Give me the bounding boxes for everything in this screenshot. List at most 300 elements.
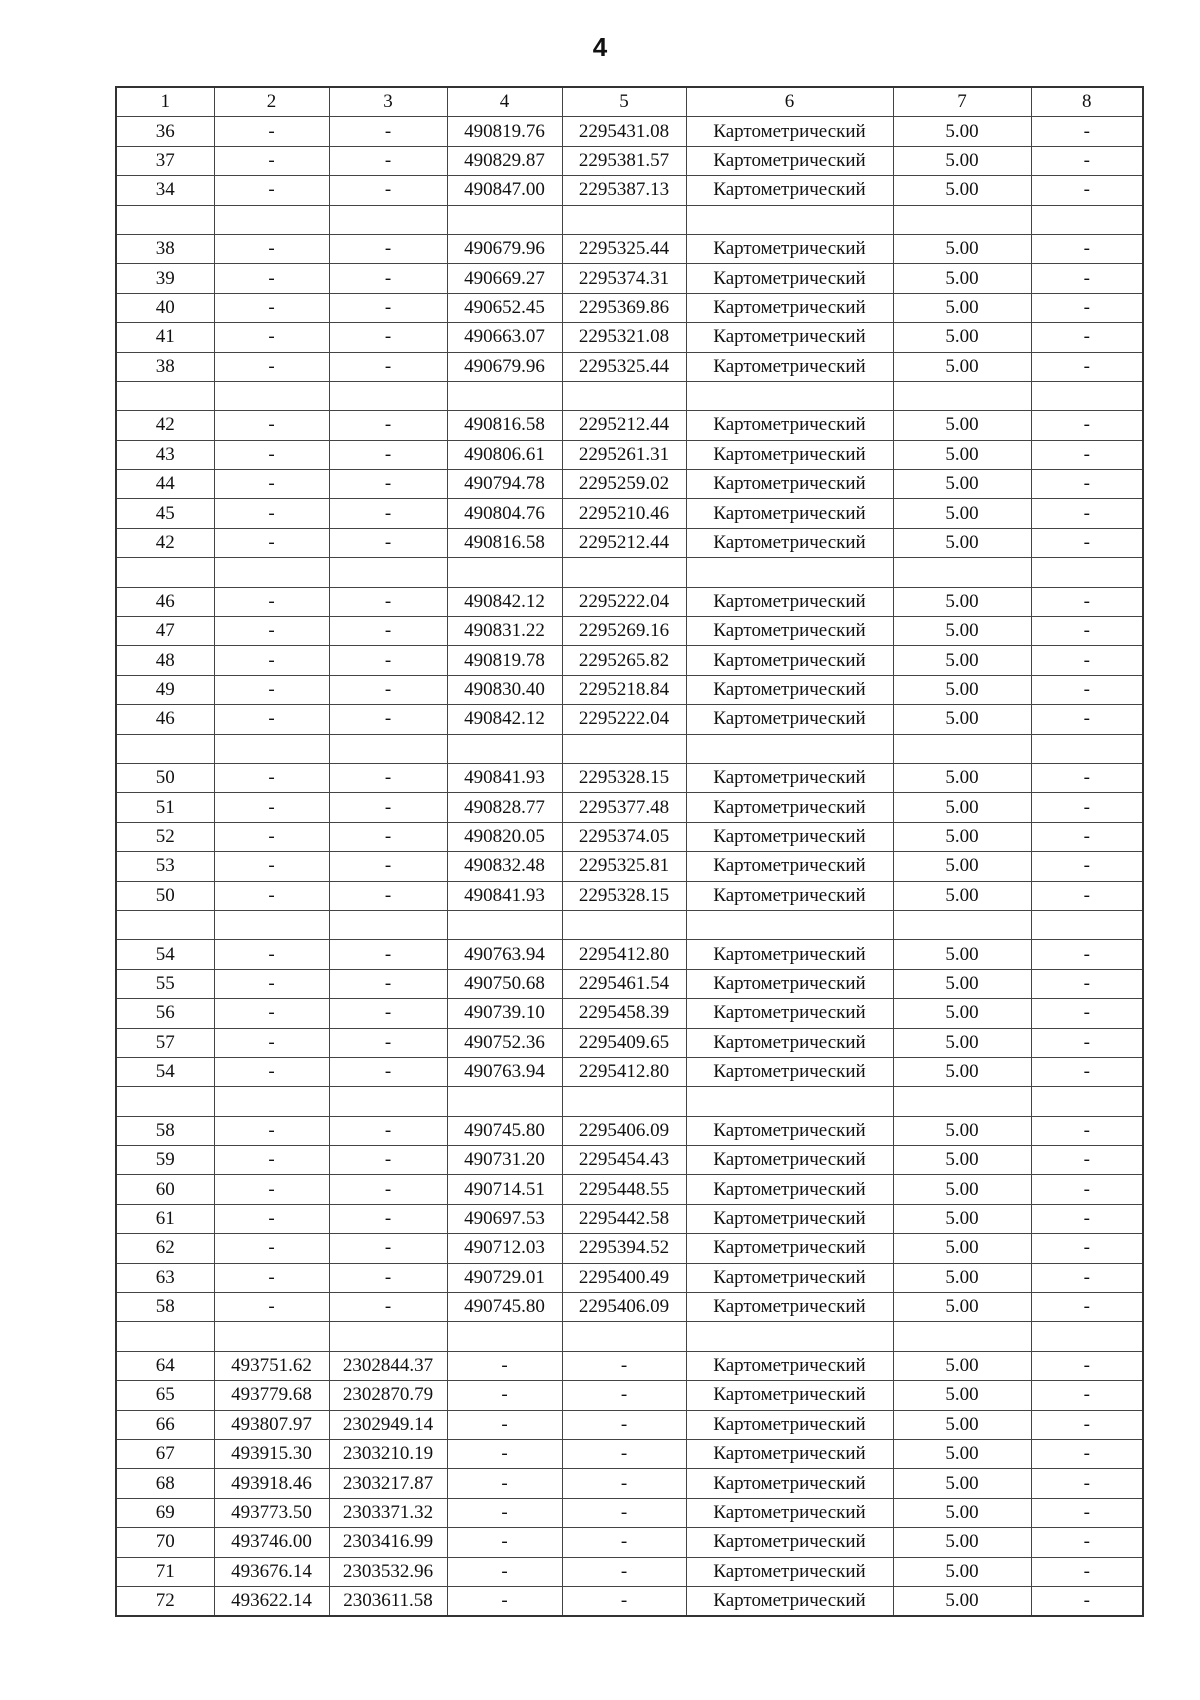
- table-cell: 2295400.49: [562, 1263, 686, 1292]
- table-cell: 5.00: [893, 617, 1031, 646]
- table-row: [116, 587, 1143, 616]
- table-cell: -: [329, 323, 447, 352]
- table-cell: -: [329, 999, 447, 1028]
- table-cell: 2295261.31: [562, 440, 686, 469]
- table-cell: 57: [116, 1028, 214, 1057]
- table-cell: -: [1031, 146, 1143, 175]
- table-cell: [116, 1322, 214, 1351]
- table-cell: 493676.14: [214, 1557, 329, 1586]
- table-cell: 2295218.84: [562, 675, 686, 704]
- table-cell: 490820.05: [447, 822, 562, 851]
- table-cell: -: [1031, 1293, 1143, 1322]
- table-cell: 490669.27: [447, 264, 562, 293]
- table-gap-row: [116, 205, 1143, 234]
- table-cell: [686, 734, 893, 763]
- table-cell: 58: [116, 1116, 214, 1145]
- table-cell: Картометрический: [686, 352, 893, 381]
- table-cell: -: [1031, 117, 1143, 146]
- table-cell: [214, 1322, 329, 1351]
- table-cell: 5.00: [893, 264, 1031, 293]
- table-row: [116, 1528, 1143, 1557]
- table-cell: Картометрический: [686, 264, 893, 293]
- table-cell: Картометрический: [686, 852, 893, 881]
- table-gap-row: [116, 1087, 1143, 1116]
- table-cell: 5.00: [893, 176, 1031, 205]
- table-cell: 490847.00: [447, 176, 562, 205]
- table-cell: 493779.68: [214, 1381, 329, 1410]
- table-cell: 42: [116, 411, 214, 440]
- table-cell: 490731.20: [447, 1146, 562, 1175]
- table-cell: 5.00: [893, 146, 1031, 175]
- table-cell: 490819.76: [447, 117, 562, 146]
- table-cell: -: [1031, 1469, 1143, 1498]
- table-cell: -: [214, 352, 329, 381]
- table-cell: 2295328.15: [562, 763, 686, 792]
- table-cell: -: [1031, 1146, 1143, 1175]
- table-cell: 55: [116, 969, 214, 998]
- table-row: [116, 881, 1143, 910]
- table-cell: -: [1031, 763, 1143, 792]
- table-cell: Картометрический: [686, 705, 893, 734]
- table-cell: -: [214, 411, 329, 440]
- table-row: [116, 499, 1143, 528]
- table-row: [116, 940, 1143, 969]
- table-cell: 52: [116, 822, 214, 851]
- table-cell: 69: [116, 1498, 214, 1527]
- table-cell: 490652.45: [447, 293, 562, 322]
- table-cell: [329, 381, 447, 410]
- table-row: [116, 352, 1143, 381]
- table-cell: Картометрический: [686, 323, 893, 352]
- table-cell: 5.00: [893, 793, 1031, 822]
- table-row: [116, 675, 1143, 704]
- table-row: [116, 617, 1143, 646]
- table-cell: -: [1031, 264, 1143, 293]
- table-cell: Картометрический: [686, 793, 893, 822]
- table-cell: 493773.50: [214, 1498, 329, 1527]
- table-cell: 2295431.08: [562, 117, 686, 146]
- table-cell: [562, 558, 686, 587]
- table-cell: 2303371.32: [329, 1498, 447, 1527]
- table-cell: 65: [116, 1381, 214, 1410]
- table-cell: 2295442.58: [562, 1204, 686, 1233]
- table-cell: Картометрический: [686, 1469, 893, 1498]
- table-cell: -: [1031, 822, 1143, 851]
- table-cell: 66: [116, 1410, 214, 1439]
- table-cell: 490752.36: [447, 1028, 562, 1057]
- table-cell: [562, 1322, 686, 1351]
- table-cell: 5.00: [893, 1439, 1031, 1468]
- table-cell: -: [329, 969, 447, 998]
- table-cell: 2295325.44: [562, 352, 686, 381]
- table-cell: -: [214, 1293, 329, 1322]
- table-cell: 2295412.80: [562, 940, 686, 969]
- table-cell: Картометрический: [686, 1263, 893, 1292]
- table-cell: [447, 734, 562, 763]
- table-cell: 5.00: [893, 1204, 1031, 1233]
- table-cell: 5.00: [893, 117, 1031, 146]
- table-cell: -: [214, 705, 329, 734]
- table-cell: [562, 381, 686, 410]
- table-cell: -: [1031, 1057, 1143, 1086]
- table-row: [116, 822, 1143, 851]
- table-cell: -: [329, 763, 447, 792]
- table-cell: 490697.53: [447, 1204, 562, 1233]
- table-cell: 47: [116, 617, 214, 646]
- table-cell: 490832.48: [447, 852, 562, 881]
- table-cell: -: [447, 1410, 562, 1439]
- table-cell: 2295458.39: [562, 999, 686, 1028]
- table-row: [116, 1586, 1143, 1616]
- table-cell: 490745.80: [447, 1116, 562, 1145]
- table-cell: Картометрический: [686, 1146, 893, 1175]
- table-cell: -: [329, 470, 447, 499]
- table-cell: -: [329, 528, 447, 557]
- table-cell: 38: [116, 352, 214, 381]
- table-cell: Картометрический: [686, 1293, 893, 1322]
- table-cell: Картометрический: [686, 1528, 893, 1557]
- table-cell: Картометрический: [686, 822, 893, 851]
- table-cell: 490750.68: [447, 969, 562, 998]
- table-row: [116, 146, 1143, 175]
- table-cell: 5.00: [893, 705, 1031, 734]
- table-cell: 2295394.52: [562, 1234, 686, 1263]
- table-cell: Картометрический: [686, 1057, 893, 1086]
- table-cell: 493915.30: [214, 1439, 329, 1468]
- table-cell: -: [1031, 1410, 1143, 1439]
- table-row: [116, 1351, 1143, 1380]
- table-cell: 490729.01: [447, 1263, 562, 1292]
- table-cell: -: [447, 1586, 562, 1616]
- table-cell: 2295259.02: [562, 470, 686, 499]
- table-cell: 2295409.65: [562, 1028, 686, 1057]
- table-cell: 490739.10: [447, 999, 562, 1028]
- table-cell: -: [1031, 1439, 1143, 1468]
- table-row: [116, 528, 1143, 557]
- table-cell: 5.00: [893, 440, 1031, 469]
- table-cell: 490663.07: [447, 323, 562, 352]
- table-cell: Картометрический: [686, 1028, 893, 1057]
- table-cell: 2295412.80: [562, 1057, 686, 1086]
- table-cell: 490763.94: [447, 940, 562, 969]
- table-cell: 54: [116, 1057, 214, 1086]
- table-row: [116, 470, 1143, 499]
- table-cell: [329, 1087, 447, 1116]
- table-cell: 5.00: [893, 1234, 1031, 1263]
- table-cell: 2295381.57: [562, 146, 686, 175]
- table-cell: 5.00: [893, 852, 1031, 881]
- table-cell: Картометрический: [686, 587, 893, 616]
- table-cell: Картометрический: [686, 1586, 893, 1616]
- table-cell: 48: [116, 646, 214, 675]
- table-cell: 2295222.04: [562, 587, 686, 616]
- table-cell: [686, 1087, 893, 1116]
- table-cell: [893, 910, 1031, 939]
- table-cell: [116, 734, 214, 763]
- table-cell: -: [214, 146, 329, 175]
- table-cell: [116, 558, 214, 587]
- table-cell: [1031, 910, 1143, 939]
- table-cell: Картометрический: [686, 1557, 893, 1586]
- table-cell: 2295210.46: [562, 499, 686, 528]
- table-cell: Картометрический: [686, 440, 893, 469]
- table-cell: 490745.80: [447, 1293, 562, 1322]
- table-cell: 64: [116, 1351, 214, 1380]
- table-cell: 2302844.37: [329, 1351, 447, 1380]
- table-cell: 5.00: [893, 411, 1031, 440]
- table-cell: -: [329, 1175, 447, 1204]
- table-cell: -: [214, 675, 329, 704]
- table-cell: 5.00: [893, 1586, 1031, 1616]
- table-cell: 2303532.96: [329, 1557, 447, 1586]
- header-cell: 5: [562, 87, 686, 117]
- table-cell: -: [447, 1528, 562, 1557]
- table-cell: 45: [116, 499, 214, 528]
- table-cell: -: [329, 881, 447, 910]
- table-cell: 5.00: [893, 1146, 1031, 1175]
- table-cell: -: [447, 1439, 562, 1468]
- table-cell: -: [1031, 1381, 1143, 1410]
- table-cell: Картометрический: [686, 499, 893, 528]
- table-cell: -: [1031, 352, 1143, 381]
- table-cell: -: [214, 440, 329, 469]
- table-cell: [116, 205, 214, 234]
- table-cell: Картометрический: [686, 617, 893, 646]
- table-cell: [214, 381, 329, 410]
- table-cell: Картометрический: [686, 881, 893, 910]
- header-cell: 2: [214, 87, 329, 117]
- table-cell: -: [329, 499, 447, 528]
- table-cell: 490679.96: [447, 352, 562, 381]
- table-cell: -: [562, 1528, 686, 1557]
- table-cell: -: [329, 793, 447, 822]
- table-cell: 56: [116, 999, 214, 1028]
- table-cell: -: [329, 940, 447, 969]
- table-cell: 72: [116, 1586, 214, 1616]
- table-cell: 5.00: [893, 1057, 1031, 1086]
- table-cell: -: [1031, 499, 1143, 528]
- table-cell: -: [1031, 528, 1143, 557]
- table-cell: Картометрический: [686, 411, 893, 440]
- table-cell: 60: [116, 1175, 214, 1204]
- table-cell: -: [1031, 1234, 1143, 1263]
- table-cell: -: [214, 323, 329, 352]
- table-cell: 2295265.82: [562, 646, 686, 675]
- table-cell: 5.00: [893, 1351, 1031, 1380]
- page-number: 4: [592, 32, 608, 62]
- table-cell: 36: [116, 117, 214, 146]
- table-cell: [447, 1087, 562, 1116]
- table-cell: Картометрический: [686, 940, 893, 969]
- table-cell: 490816.58: [447, 411, 562, 440]
- table-cell: 5.00: [893, 1263, 1031, 1292]
- table-cell: Картометрический: [686, 969, 893, 998]
- table-row: [116, 1175, 1143, 1204]
- table-cell: 5.00: [893, 323, 1031, 352]
- table-cell: [1031, 1322, 1143, 1351]
- table-cell: 5.00: [893, 499, 1031, 528]
- header-cell: 8: [1031, 87, 1143, 117]
- table-cell: 490842.12: [447, 587, 562, 616]
- table-cell: [214, 910, 329, 939]
- table-row: [116, 1293, 1143, 1322]
- table-cell: -: [329, 1293, 447, 1322]
- table-cell: 493918.46: [214, 1469, 329, 1498]
- table-cell: -: [214, 763, 329, 792]
- table-cell: [214, 734, 329, 763]
- table-gap-row: [116, 734, 1143, 763]
- table-cell: [893, 1087, 1031, 1116]
- table-cell: 5.00: [893, 587, 1031, 616]
- table-cell: 5.00: [893, 999, 1031, 1028]
- table-cell: 2295325.81: [562, 852, 686, 881]
- table-cell: Картометрический: [686, 528, 893, 557]
- table-cell: [686, 205, 893, 234]
- table-cell: [329, 558, 447, 587]
- table-cell: 5.00: [893, 1410, 1031, 1439]
- table-cell: -: [1031, 793, 1143, 822]
- table-cell: 5.00: [893, 1381, 1031, 1410]
- table-cell: -: [447, 1351, 562, 1380]
- table-cell: -: [447, 1381, 562, 1410]
- table-cell: [214, 1087, 329, 1116]
- table-cell: -: [1031, 646, 1143, 675]
- table-cell: 2295374.05: [562, 822, 686, 851]
- table-cell: 490763.94: [447, 1057, 562, 1086]
- table-cell: -: [329, 1028, 447, 1057]
- table-cell: 38: [116, 234, 214, 263]
- table-row: [116, 969, 1143, 998]
- table-cell: 2295454.43: [562, 1146, 686, 1175]
- table-cell: 490819.78: [447, 646, 562, 675]
- table-cell: -: [214, 852, 329, 881]
- table-cell: Картометрический: [686, 176, 893, 205]
- table-cell: 51: [116, 793, 214, 822]
- table-cell: -: [1031, 470, 1143, 499]
- table-cell: [329, 205, 447, 234]
- table-cell: 490830.40: [447, 675, 562, 704]
- table-cell: -: [214, 587, 329, 616]
- table-cell: Картометрический: [686, 763, 893, 792]
- table-cell: 2295269.16: [562, 617, 686, 646]
- table-cell: [686, 1322, 893, 1351]
- table-cell: 493751.62: [214, 1351, 329, 1380]
- table-cell: -: [1031, 1116, 1143, 1145]
- table-cell: 5.00: [893, 470, 1031, 499]
- table-cell: -: [214, 264, 329, 293]
- table-cell: Картометрический: [686, 117, 893, 146]
- table-row: [116, 1557, 1143, 1586]
- table-row: [116, 646, 1143, 675]
- table-cell: -: [329, 1057, 447, 1086]
- table-cell: 490714.51: [447, 1175, 562, 1204]
- coordinates-table: [115, 86, 1144, 1617]
- table-cell: 490816.58: [447, 528, 562, 557]
- table-cell: -: [329, 1204, 447, 1233]
- table-cell: -: [214, 1175, 329, 1204]
- table-cell: 2295328.15: [562, 881, 686, 910]
- table-cell: -: [1031, 969, 1143, 998]
- table-cell: -: [214, 1146, 329, 1175]
- table-cell: [562, 910, 686, 939]
- table-cell: 2295321.08: [562, 323, 686, 352]
- table-cell: Картометрический: [686, 1498, 893, 1527]
- table-row: [116, 763, 1143, 792]
- table-cell: -: [329, 822, 447, 851]
- table-cell: 34: [116, 176, 214, 205]
- table-cell: 490804.76: [447, 499, 562, 528]
- table-row: [116, 1057, 1143, 1086]
- table-cell: -: [214, 1028, 329, 1057]
- table-row: [116, 1469, 1143, 1498]
- table-cell: -: [329, 852, 447, 881]
- header-cell: 4: [447, 87, 562, 117]
- table-cell: -: [214, 1263, 329, 1292]
- table-cell: 5.00: [893, 528, 1031, 557]
- table-cell: -: [329, 1263, 447, 1292]
- table-cell: 493807.97: [214, 1410, 329, 1439]
- table-cell: 5.00: [893, 1469, 1031, 1498]
- table-cell: 67: [116, 1439, 214, 1468]
- table-cell: 2295369.86: [562, 293, 686, 322]
- table-cell: 493622.14: [214, 1586, 329, 1616]
- table-cell: -: [214, 117, 329, 146]
- table-row: [116, 1028, 1143, 1057]
- table-cell: -: [1031, 440, 1143, 469]
- table-cell: [686, 910, 893, 939]
- table-cell: 490841.93: [447, 763, 562, 792]
- table-cell: -: [214, 793, 329, 822]
- table-row: [116, 293, 1143, 322]
- table-gap-row: [116, 381, 1143, 410]
- table-cell: 71: [116, 1557, 214, 1586]
- table-cell: -: [329, 293, 447, 322]
- header-cell: 6: [686, 87, 893, 117]
- table-cell: [1031, 1087, 1143, 1116]
- table-cell: [329, 1322, 447, 1351]
- table-cell: [893, 558, 1031, 587]
- table-row: [116, 176, 1143, 205]
- table-row: [116, 1381, 1143, 1410]
- table-cell: -: [562, 1586, 686, 1616]
- table-cell: -: [329, 176, 447, 205]
- table-cell: 490842.12: [447, 705, 562, 734]
- table-cell: -: [1031, 1586, 1143, 1616]
- table-cell: -: [447, 1557, 562, 1586]
- table-cell: [116, 381, 214, 410]
- table-cell: 46: [116, 705, 214, 734]
- table-cell: -: [1031, 1204, 1143, 1233]
- table-cell: 42: [116, 528, 214, 557]
- table-cell: -: [214, 999, 329, 1028]
- table-cell: [116, 910, 214, 939]
- table-cell: [447, 558, 562, 587]
- table-row: [116, 117, 1143, 146]
- table-cell: Картометрический: [686, 146, 893, 175]
- table-cell: Картометрический: [686, 675, 893, 704]
- table-cell: Картометрический: [686, 999, 893, 1028]
- table-cell: 37: [116, 146, 214, 175]
- table-cell: 62: [116, 1234, 214, 1263]
- table-cell: 5.00: [893, 1028, 1031, 1057]
- table-cell: -: [214, 1234, 329, 1263]
- table-cell: [329, 910, 447, 939]
- table-cell: [447, 205, 562, 234]
- table-cell: 54: [116, 940, 214, 969]
- table-cell: -: [329, 352, 447, 381]
- table-cell: 490712.03: [447, 1234, 562, 1263]
- table-cell: Картометрический: [686, 646, 893, 675]
